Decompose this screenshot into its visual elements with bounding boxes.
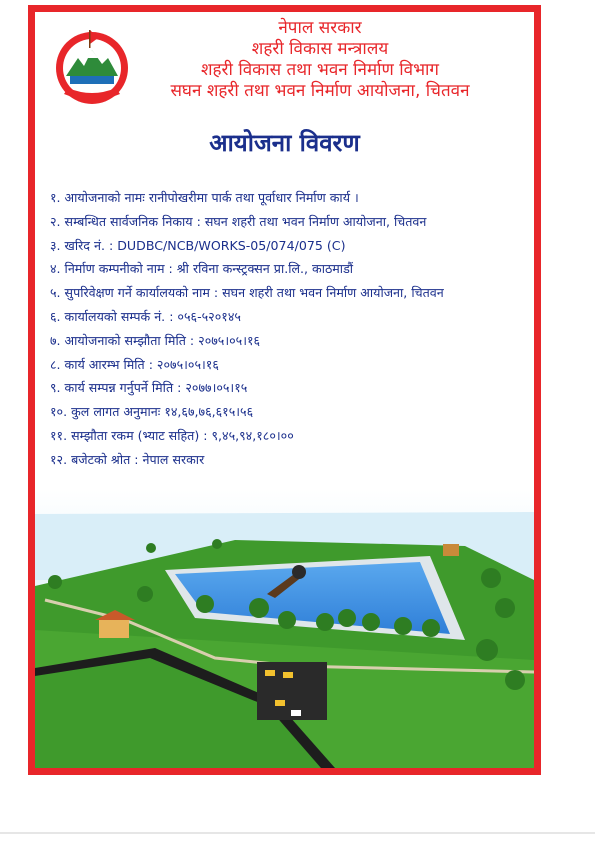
page-bottom-edge xyxy=(0,832,595,834)
park-rendering-image xyxy=(35,490,534,768)
header-department: शहरी विकास तथा भवन निर्माण विभाग xyxy=(200,60,440,80)
detail-item: ७. आयोजनाको सम्झौता मिति : २०७५।०५।१६ xyxy=(50,332,261,348)
page-title: आयोजना विवरण xyxy=(209,129,360,157)
detail-item: ११. सम्झौता रकम (भ्याट सहित) : ९,४५,९४,१८०।०० xyxy=(50,427,294,443)
detail-item: ८. कार्य आरम्भ मिति : २०७५।०५।१६ xyxy=(50,356,219,372)
nepal-emblem-icon xyxy=(50,24,134,108)
header-ministry: शहरी विकास मन्त्रालय xyxy=(251,39,389,59)
detail-item: ६. कार्यालयको सम्पर्क नं. : ०५६-५२०१४५ xyxy=(50,308,241,324)
header-project-office: सघन शहरी तथा भवन निर्माण आयोजना, चितवन xyxy=(170,81,470,101)
detail-item: २. सम्बन्धित सार्वजनिक निकाय : सघन शहरी तथा भवन निर्माण आयोजना, चितवन xyxy=(50,213,427,229)
detail-item: १. आयोजनाको नामः रानीपोखरीमा पार्क तथा पूर्वाधार निर्माण कार्य । xyxy=(50,190,359,205)
header xyxy=(130,18,510,102)
detail-item: ५. सुपरिवेक्षण गर्ने कार्यालयको नाम : सघन शहरी तथा भवन निर्माण आयोजना, चितवन xyxy=(50,285,444,301)
detail-item: १२. बजेटको श्रोत : नेपाल सरकार xyxy=(50,451,205,467)
detail-item: ९. कार्य सम्पन्न गर्नुपर्ने मिति : २०७७।०५।१५ xyxy=(50,380,248,396)
detail-item: १०. कुल लागत अनुमानः १४,६७,७६,६१५।५६ xyxy=(50,404,254,420)
header-government: नेपाल सरकार xyxy=(278,18,362,38)
detail-item: ४. निर्माण कम्पनीको नाम : श्री रविना कन्स्ट्रक्सन प्रा.लि., काठमाडौं xyxy=(50,261,354,277)
detail-item: ३. खरिद नं. : DUDBC/NCB/WORKS-05/074/075 (C) xyxy=(50,237,346,253)
project-details-list xyxy=(50,186,520,472)
